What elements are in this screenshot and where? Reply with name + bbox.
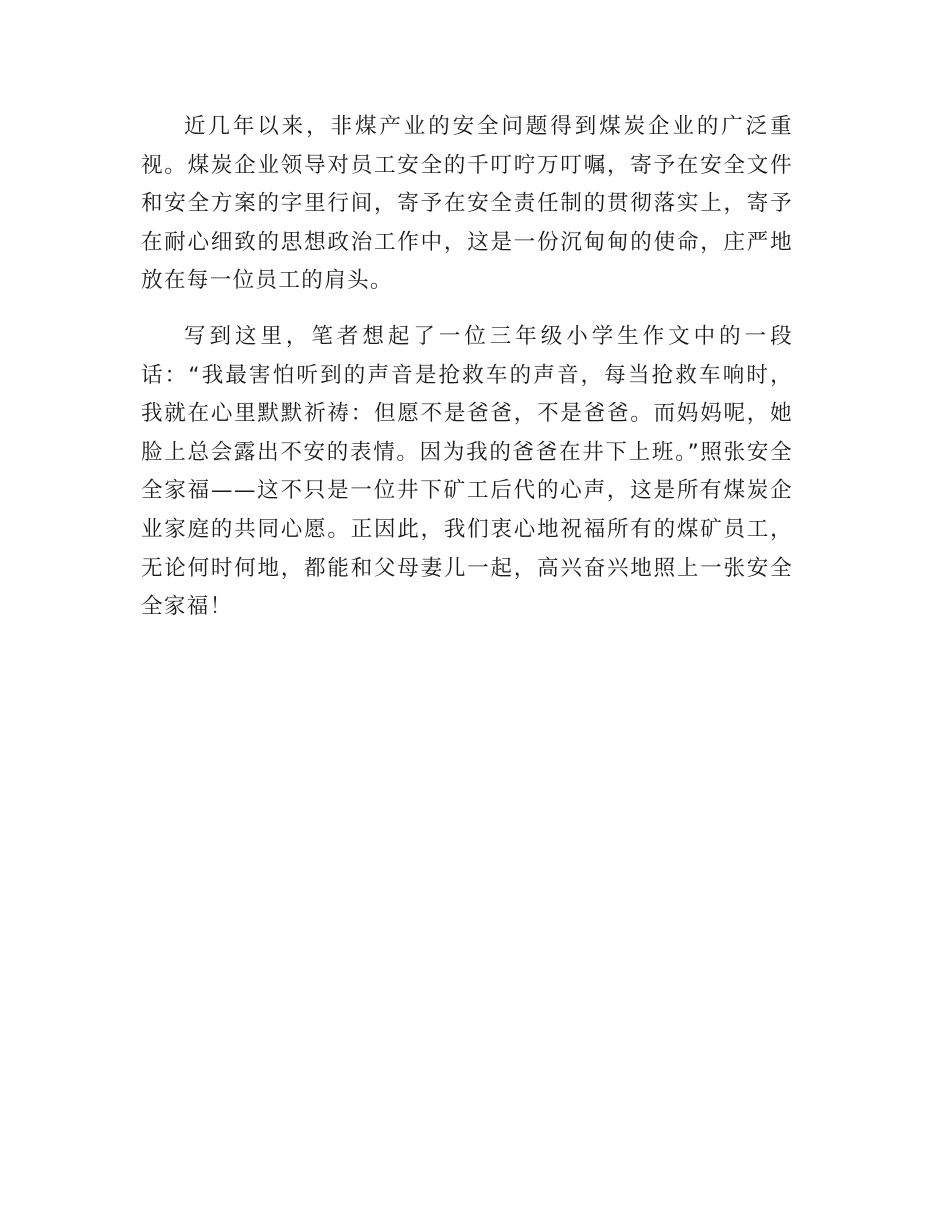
paragraph-1: 近几年以来，非煤产业的安全问题得到煤炭企业的广泛重视。煤炭企业领导对员工安全的千叮咛万叮嘱，寄予在安全文件和安全方案的字里行间，寄予在安全责任制的贯彻落实上，寄予在耐心细致的思想政治工作中，这是一份沉甸甸的使命，庄严地放在每一位员工的肩头。 xyxy=(141,114,793,294)
paragraph-2: 写到这里，笔者想起了一位三年级小学生作文中的一段话：“我最害怕听到的声音是抢救车的声音，每当抢救车响时，我就在心里默默祈祷：但愿不是爸爸，不是爸爸。而妈妈呢，她脸上总会露出不安的表情。因为我的爸爸在井下上班。”照张安全全家福——这不只是一位井下矿工后代的心声，这是所有煤炭企业家庭的共同心愿。正因此，我们衷心地祝福所有的煤矿员工，无论何时何地，都能和父母妻儿一起，高兴奋兴地照上一张安全全家福！ xyxy=(141,323,793,620)
document-body xyxy=(141,108,793,627)
